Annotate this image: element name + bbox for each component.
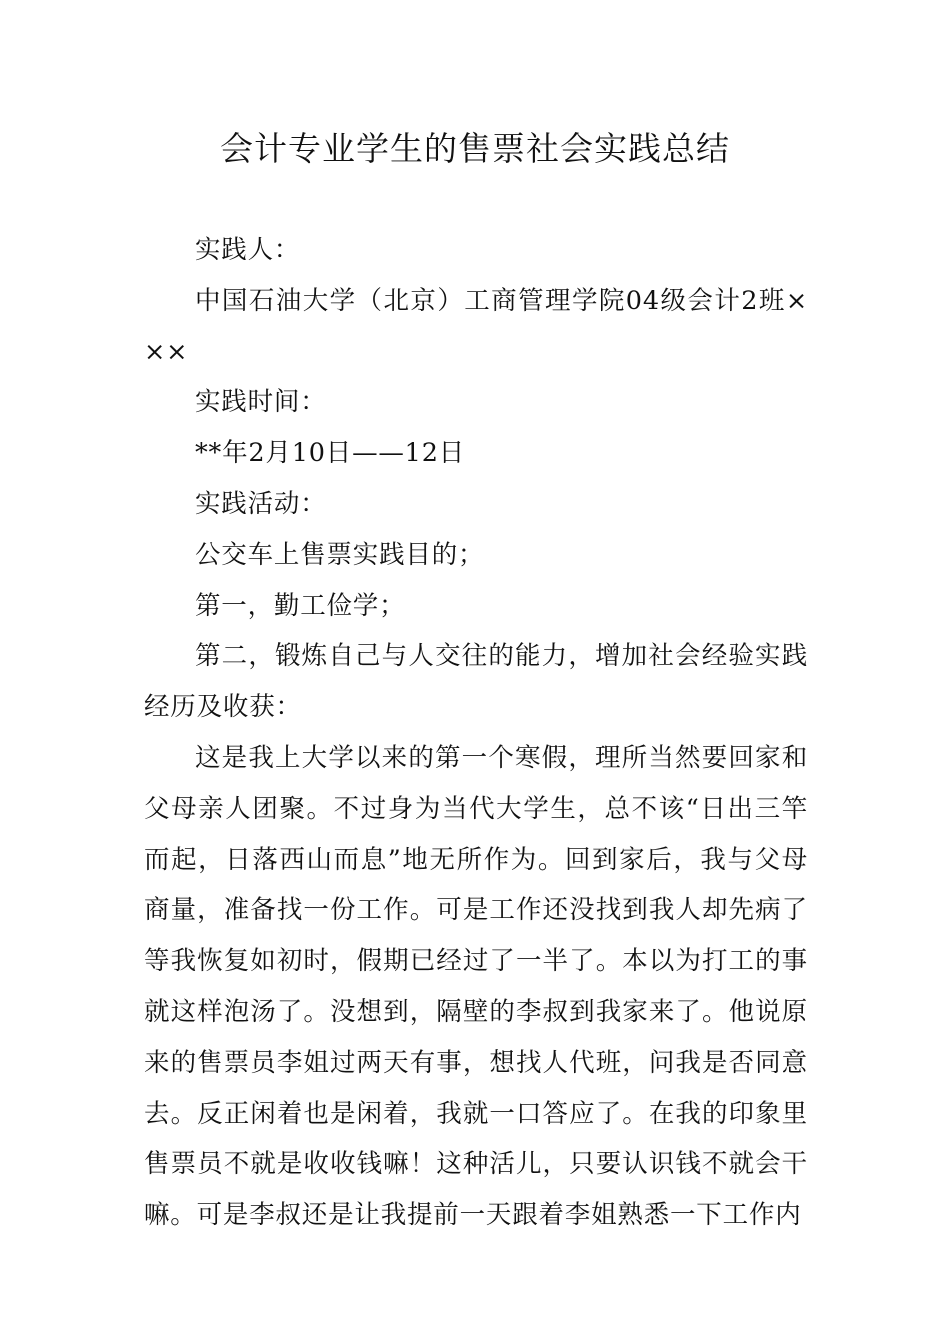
document-body (144, 225, 808, 1241)
paragraph-narrative: 这是我上大学以来的第一个寒假，理所当然要回家和父母亲人团聚。不过身为当代大学生，总不该“日出三竿而起，日落西山而息”地无所作为。回到家后，我与父母商量，准备找一份工作。可是工作还没找到我人却先病了等我恢复如初时，假期已经过了一半了。本以为打工的事就这样泡汤了。没想到，隔壁的李叔到我家来了。他说原来的售票员李姐过两天有事，想找人代班，问我是否同意去。反正闲着也是闲着，我就一口答应了。在我的印象里售票员不就是收收钱嘛！这种活儿，只要认识钱不就会干嘛。可是李叔还是让我提前一天跟着李姐熟悉一下工作内 (144, 742, 808, 1231)
paragraph-practitioner-label: 实践人： (195, 235, 301, 265)
paragraph-time-label: 实践时间： (195, 387, 327, 418)
paragraph-practitioner-info: 中国石油大学（北京）工商管理学院04级会计2班××× (144, 285, 808, 367)
paragraph-purpose-first: 第一，勤工俭学； (195, 590, 406, 621)
paragraph-activity-purpose: 公交车上售票实践目的； (195, 539, 485, 570)
paragraph-time-value: **年2月10日——12日 (195, 438, 466, 469)
paragraph-activity-label: 实践活动： (195, 488, 327, 519)
paragraph-purpose-second: 第二，锻炼自己与人交往的能力，增加社会经验实践经历及收获： (144, 641, 808, 723)
document-title: 会计专业学生的售票社会实践总结 (220, 129, 730, 168)
